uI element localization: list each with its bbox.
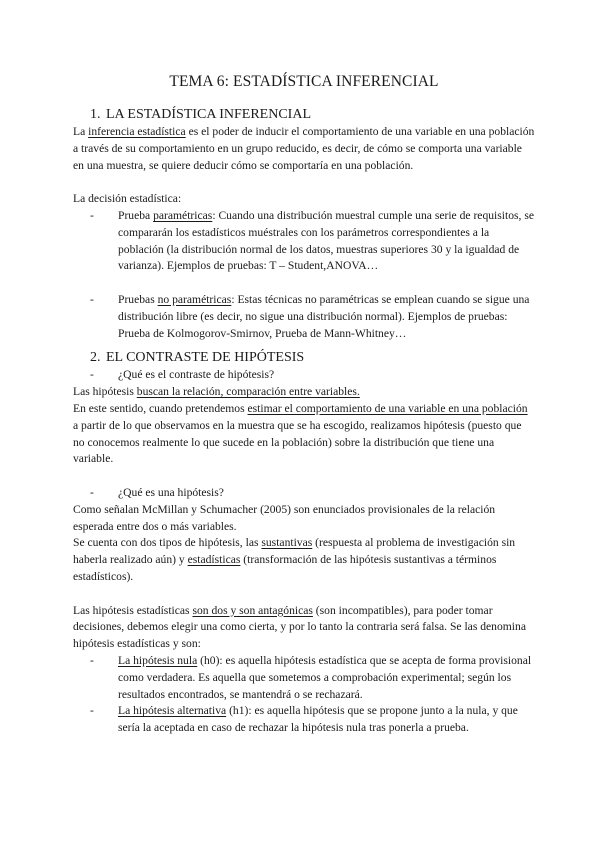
section-1-heading [90, 106, 535, 124]
text-run: Prueba [118, 208, 154, 222]
text-run: La [73, 125, 89, 138]
text-run: : Estas técnicas no paramétricas se emplean cuando se sigue una distribución libre (es decir, no sigue una distribución normal). Ejemplos de pruebas: Prueba de Kolmogorov-Smirnov, Prueba de Mann-Whitney… [118, 292, 530, 340]
spacer [73, 342, 535, 349]
section-1-number: 1. [90, 107, 101, 122]
section-2-heading [90, 349, 535, 367]
section-1-paragraph [73, 124, 535, 174]
underlined-term: La hipótesis nula [118, 653, 198, 667]
text-run: (respuesta al problema de investigación sin haberla realizado aún) y [73, 536, 516, 567]
decision-label: La decisión estadística: [73, 192, 182, 206]
list-item [73, 703, 535, 737]
list-item [73, 208, 535, 275]
section-2-paragraph-5 [73, 603, 535, 653]
text-run: (son incompatibles), para poder tomar decisiones, debemos elegir una como cierta, y por lo tanto la contraria será falsa. Se las denomina hipótesis estadísticas y son: [73, 603, 526, 651]
question-item [73, 485, 535, 502]
text-run: (h1): es aquella hipótesis que se propone junto a la nula, y que sería la aceptada en caso de rechazar la hipótesis nula tras ponerla a prueba. [118, 704, 518, 735]
page-title: TEMA 6: ESTADÍSTICA INFERENCIAL [169, 73, 439, 90]
list-dash: - [90, 485, 94, 499]
section-2-paragraph-4 [73, 535, 535, 585]
underlined-term: buscan la relación, comparación entre variables. [136, 385, 360, 399]
text-run: es el poder de inducir el comportamiento de una variable en una población a través de su comportamiento en un grupo reducido, es decir, de cómo se comporta una variable en una muestra, se quiere deducir cómo se comportaría en una población. [73, 125, 535, 172]
text-run: : Cuando una distribución muestral cumple una serie de requisitos, se compararán los estadísticos muéstrales con los parámetros correspondientes a la población (la distribución normal de los datos, muestras superiores 30 y la igualdad de varianza). Ejemplos de pruebas: T – Student,ANOVA… [118, 208, 534, 273]
section-2-paragraph-1 [73, 384, 535, 401]
section-2-paragraph-3: Como señalan McMillan y Schumacher (2005) son enunciados provisionales de la relación esperada entre dos o más variables. [73, 502, 496, 533]
list-dash: - [90, 704, 94, 718]
underlined-term: sustantivas [261, 536, 313, 550]
text-run: Pruebas [118, 292, 158, 306]
question-text: ¿Qué es el contraste de hipótesis? [118, 368, 275, 382]
question-text: ¿Qué es una hipótesis? [118, 485, 224, 499]
text-run: (transformación de las hipótesis sustantivas a términos estadísticos). [73, 553, 497, 583]
list-item [73, 653, 535, 703]
underlined-term: inferencia estadística [88, 125, 186, 138]
spacer [73, 468, 535, 485]
text-run: Las hipótesis [73, 385, 137, 399]
section-2-number: 2. [90, 350, 101, 366]
list-dash: - [90, 368, 94, 382]
underlined-term: no paramétricas [157, 292, 232, 306]
list-item-text [118, 703, 535, 737]
underlined-term: La hipótesis alternativa [118, 704, 227, 718]
list-item [73, 292, 535, 342]
underlined-term: son dos y son antagónicas [192, 603, 313, 617]
text-run: (h0): es aquella hipótesis estadística que se acepta de forma provisional como verdadera. Es aquella que sometemos a comprobación experimental; según los resultados encontrados, se mantendrá o se rechazará. [118, 653, 532, 701]
list-dash: - [90, 292, 94, 306]
spacer [73, 586, 535, 603]
underlined-term: estadísticas [187, 553, 241, 567]
list-item-text [118, 292, 535, 342]
question-item [73, 367, 535, 384]
section-2-title: EL CONTRASTE DE HIPÓTESIS [106, 350, 305, 366]
section-2-paragraph-2 [73, 401, 535, 468]
list-dash: - [90, 653, 94, 667]
text-run: En este sentido, cuando pretendemos [73, 401, 248, 415]
underlined-term: paramétricas [153, 208, 213, 222]
section-1-title: LA ESTADÍSTICA INFERENCIAL [106, 107, 311, 122]
text-run: a partir de lo que observamos en la muestra que se ha escogido, realizamos hipótesis (puesto que no conocemos realmente lo que sucede en la población) sobre la distribución que tiene una variable. [73, 418, 522, 466]
text-run: Se cuenta con dos tipos de hipótesis, las [73, 536, 262, 550]
list-item-text [118, 208, 535, 275]
text-run: Las hipótesis estadísticas [73, 603, 193, 617]
list-item-text [118, 653, 535, 703]
spacer [73, 174, 535, 191]
list-dash: - [90, 208, 94, 222]
spacer [73, 275, 535, 292]
underlined-term: estimar el comportamiento de una variable en una población [247, 401, 528, 415]
document-page [73, 72, 535, 737]
